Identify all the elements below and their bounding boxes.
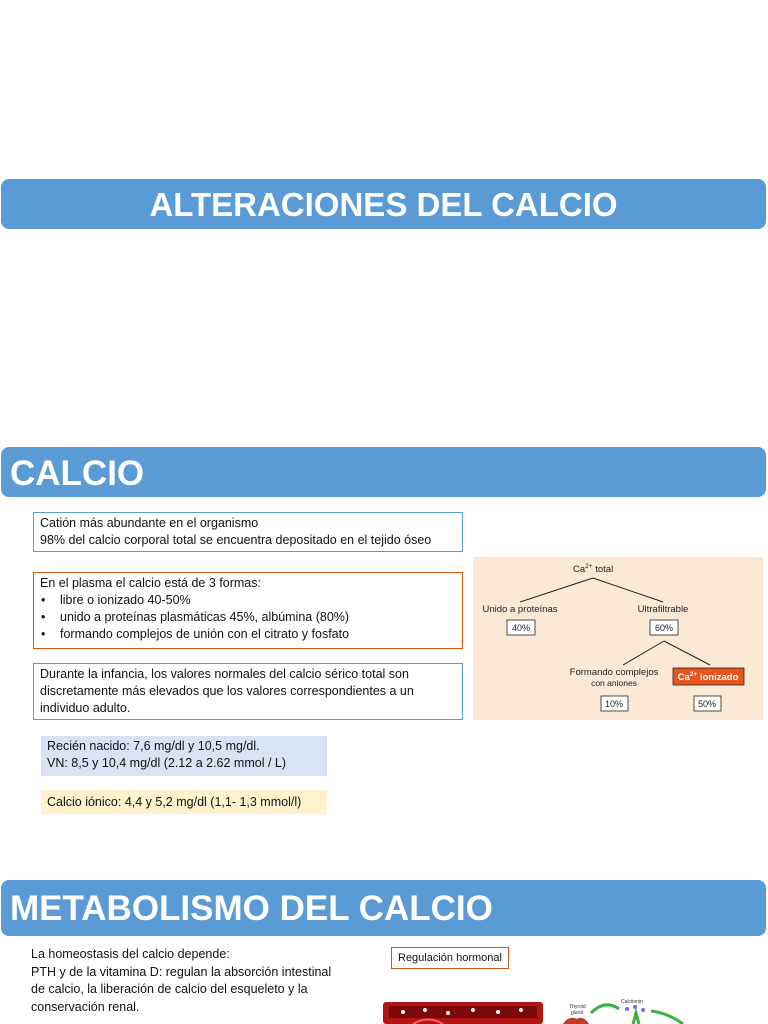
section-title: CALCIO [10,454,145,493]
calcium-dot [519,1008,523,1012]
calcium-distribution-diagram [473,557,763,720]
hormonal-regulation-figure [383,995,768,1024]
diagram-ultrafiltrable-label: Ultrafiltrable [637,604,689,615]
diagram-ionized-pct: 50% [697,699,717,709]
info-line: individuo adulto. [40,701,131,715]
info-line: Durante la infancia, los valores normales del calcio sérico total son [40,667,409,681]
forms-list [40,592,456,643]
diagram-ultrafiltrable-pct: 60% [654,623,674,633]
calcium-dot [471,1008,475,1012]
info-box-ionic-calcium [41,790,327,814]
slide-title: ALTERACIONES DEL CALCIO [149,186,618,223]
list-item: • formando complejos de unión con el citrato y fosfato [40,626,456,643]
diagram-bound-pct: 40% [511,623,531,633]
diagram-ionized-label: $Ca^{2+}$ ionizado [677,671,739,683]
info-line: Catión más abundante en el organismo [40,516,259,530]
thyroid-gland-icon [563,1018,589,1024]
diagram-bound-label: Unido a proteínas [482,604,558,615]
diagram-complex-label-2: con aniones [591,678,637,688]
info-line: VN: 8,5 y 10,4 mg/dl (2.12 a 2.62 mmol / L) [47,756,287,770]
diagram-line [623,641,664,665]
text-line: de calcio, la liberación de calcio del esqueleto y la [31,982,308,996]
regulation-label: Regulación hormonal [391,947,509,969]
arrow-icon [651,1011,683,1024]
diagram-complex-pct: 10% [604,699,624,709]
calcium-dot [446,1011,450,1015]
diagram-root-label: $Ca^{2+}$ total [573,563,614,575]
info-box-infancia [33,663,463,720]
calcium-dot [401,1010,405,1014]
diagram-complex-label: Formando complejos [569,667,659,678]
section-title: METABOLISMO DEL CALCIO [10,889,493,928]
info-box-plasma-forms [33,572,463,649]
arrow-icon [591,1005,619,1013]
text-line: PTH y de la vitamina D: regulan la absorción intestinal [31,964,332,979]
vessel-inner [389,1006,537,1018]
metabolism-text [31,946,361,1016]
calcium-dot [496,1010,500,1014]
diagram-line [664,641,710,665]
diagram-line [520,578,593,602]
info-line: Recién nacido: 7,6 mg/dl y 10,5 mg/dl. [47,739,260,753]
info-line: discretamente más elevados que los valores correspondientes a un [40,684,414,698]
thyroid-label: Thyroid [569,1004,586,1010]
arrow-icon [633,1013,639,1024]
hormone-dot [625,1007,629,1011]
thyroid-label-2: gland [571,1010,584,1016]
text-line: conservación renal. [31,999,140,1014]
diagram-line [593,578,663,602]
figure-svg [383,995,768,1024]
hormone-dot [633,1005,637,1009]
calcitonin-label: Calcitonin [621,999,643,1005]
info-intro: En el plasma el calcio está de 3 formas: [40,576,261,590]
list-item: • unido a proteínas plasmáticas 45%, albúmina (80%) [40,609,456,626]
info-line: Calcio iónico: 4,4 y 5,2 mg/dl (1,1- 1,3 mmol/l) [47,795,302,809]
diagram-svg [473,557,763,720]
title-banner-metabolismo [1,880,766,936]
title-banner-alteraciones [1,179,766,229]
hormone-dot [641,1008,645,1012]
info-line: 98% del calcio corporal total se encuentra depositado en el tejido óseo [40,533,432,547]
info-box-reference-values [41,736,327,776]
list-item: • libre o ionizado 40-50% [40,592,456,609]
title-banner-calcio [1,447,766,497]
text-line: La homeostasis del calcio depende: [31,947,230,961]
calcium-dot [423,1008,427,1012]
info-box-cation [33,512,463,552]
